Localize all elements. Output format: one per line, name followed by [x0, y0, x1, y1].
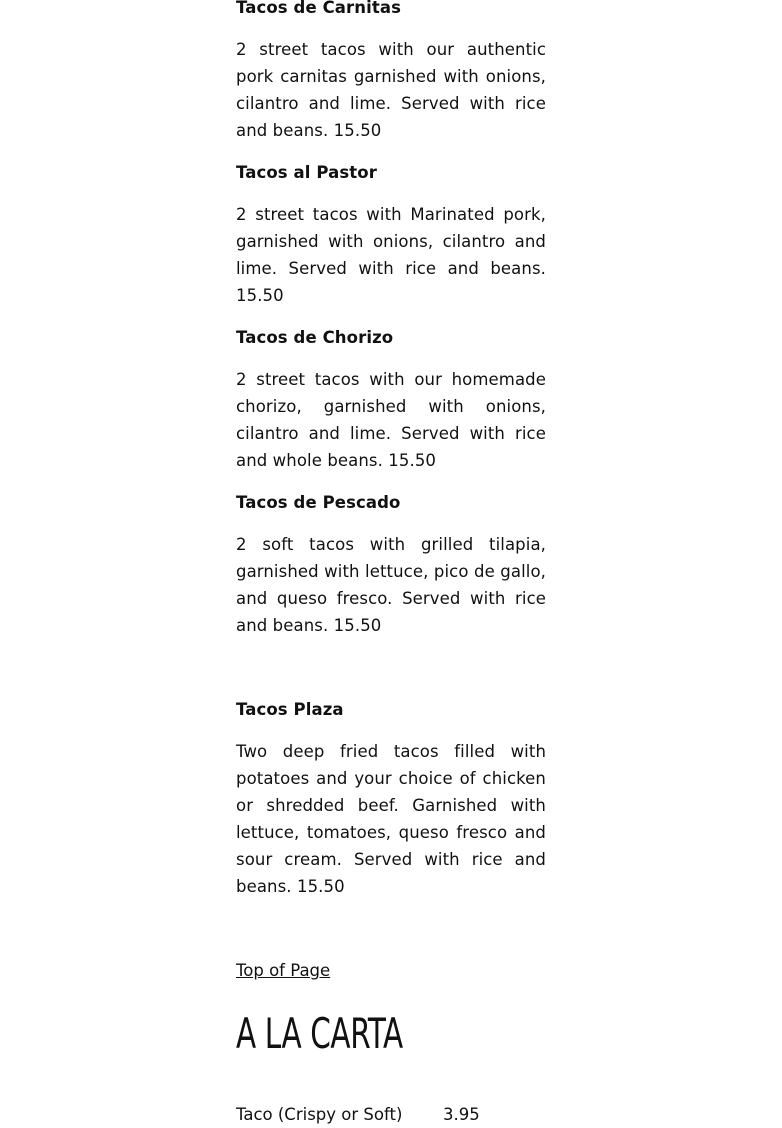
menu-item-chorizo	[236, 324, 546, 474]
menu-item-description: 2 street tacos with our authentic pork carnitas garnished with onions, cilantro and lime. Served with rice and beans. 15.50	[236, 40, 546, 140]
section-spacer	[236, 654, 546, 696]
menu-item-description: 2 street tacos with our homemade chorizo, garnished with onions, cilantro and lime. Served with rice and whole beans. 15.50	[236, 370, 546, 470]
carta-item-price: 3.95	[443, 1105, 480, 1124]
menu-item-plaza	[236, 696, 546, 900]
menu-item-al-pastor	[236, 159, 546, 309]
menu-item-title: Tacos de Pescado	[236, 493, 401, 512]
section-spacer	[236, 915, 546, 957]
carta-item-name: Taco (Crispy or Soft)	[236, 1105, 403, 1124]
menu-item-title: Tacos de Carnitas	[236, 0, 402, 17]
menu-item-description: 2 street tacos with Marinated pork, garnished with onions, cilantro and lime. Served with rice and beans. 15.50	[236, 205, 546, 305]
menu-item-description: 2 soft tacos with grilled tilapia, garnished with lettuce, pico de gallo, and queso fresco. Served with rice and beans. 15.50	[236, 535, 546, 635]
menu-item-title: Tacos al Pastor	[236, 163, 377, 182]
menu-column	[236, 0, 546, 1062]
menu-item-pescado	[236, 489, 546, 639]
menu-item-title: Tacos de Chorizo	[236, 328, 394, 347]
a-la-carta-heading: A LA CARTA	[236, 1009, 403, 1058]
carta-list-item	[236, 1101, 546, 1128]
menu-item-description: Two deep fried tacos filled with potatoes and your choice of chicken or shredded beef. Garnished with lettuce, tomatoes, queso fresco and sour cream. Served with rice and beans. 15.50	[236, 742, 546, 896]
top-of-page-link[interactable]: Top of Page	[236, 961, 331, 980]
menu-item-carnitas	[236, 0, 546, 144]
menu-item-title: Tacos Plaza	[236, 700, 344, 719]
